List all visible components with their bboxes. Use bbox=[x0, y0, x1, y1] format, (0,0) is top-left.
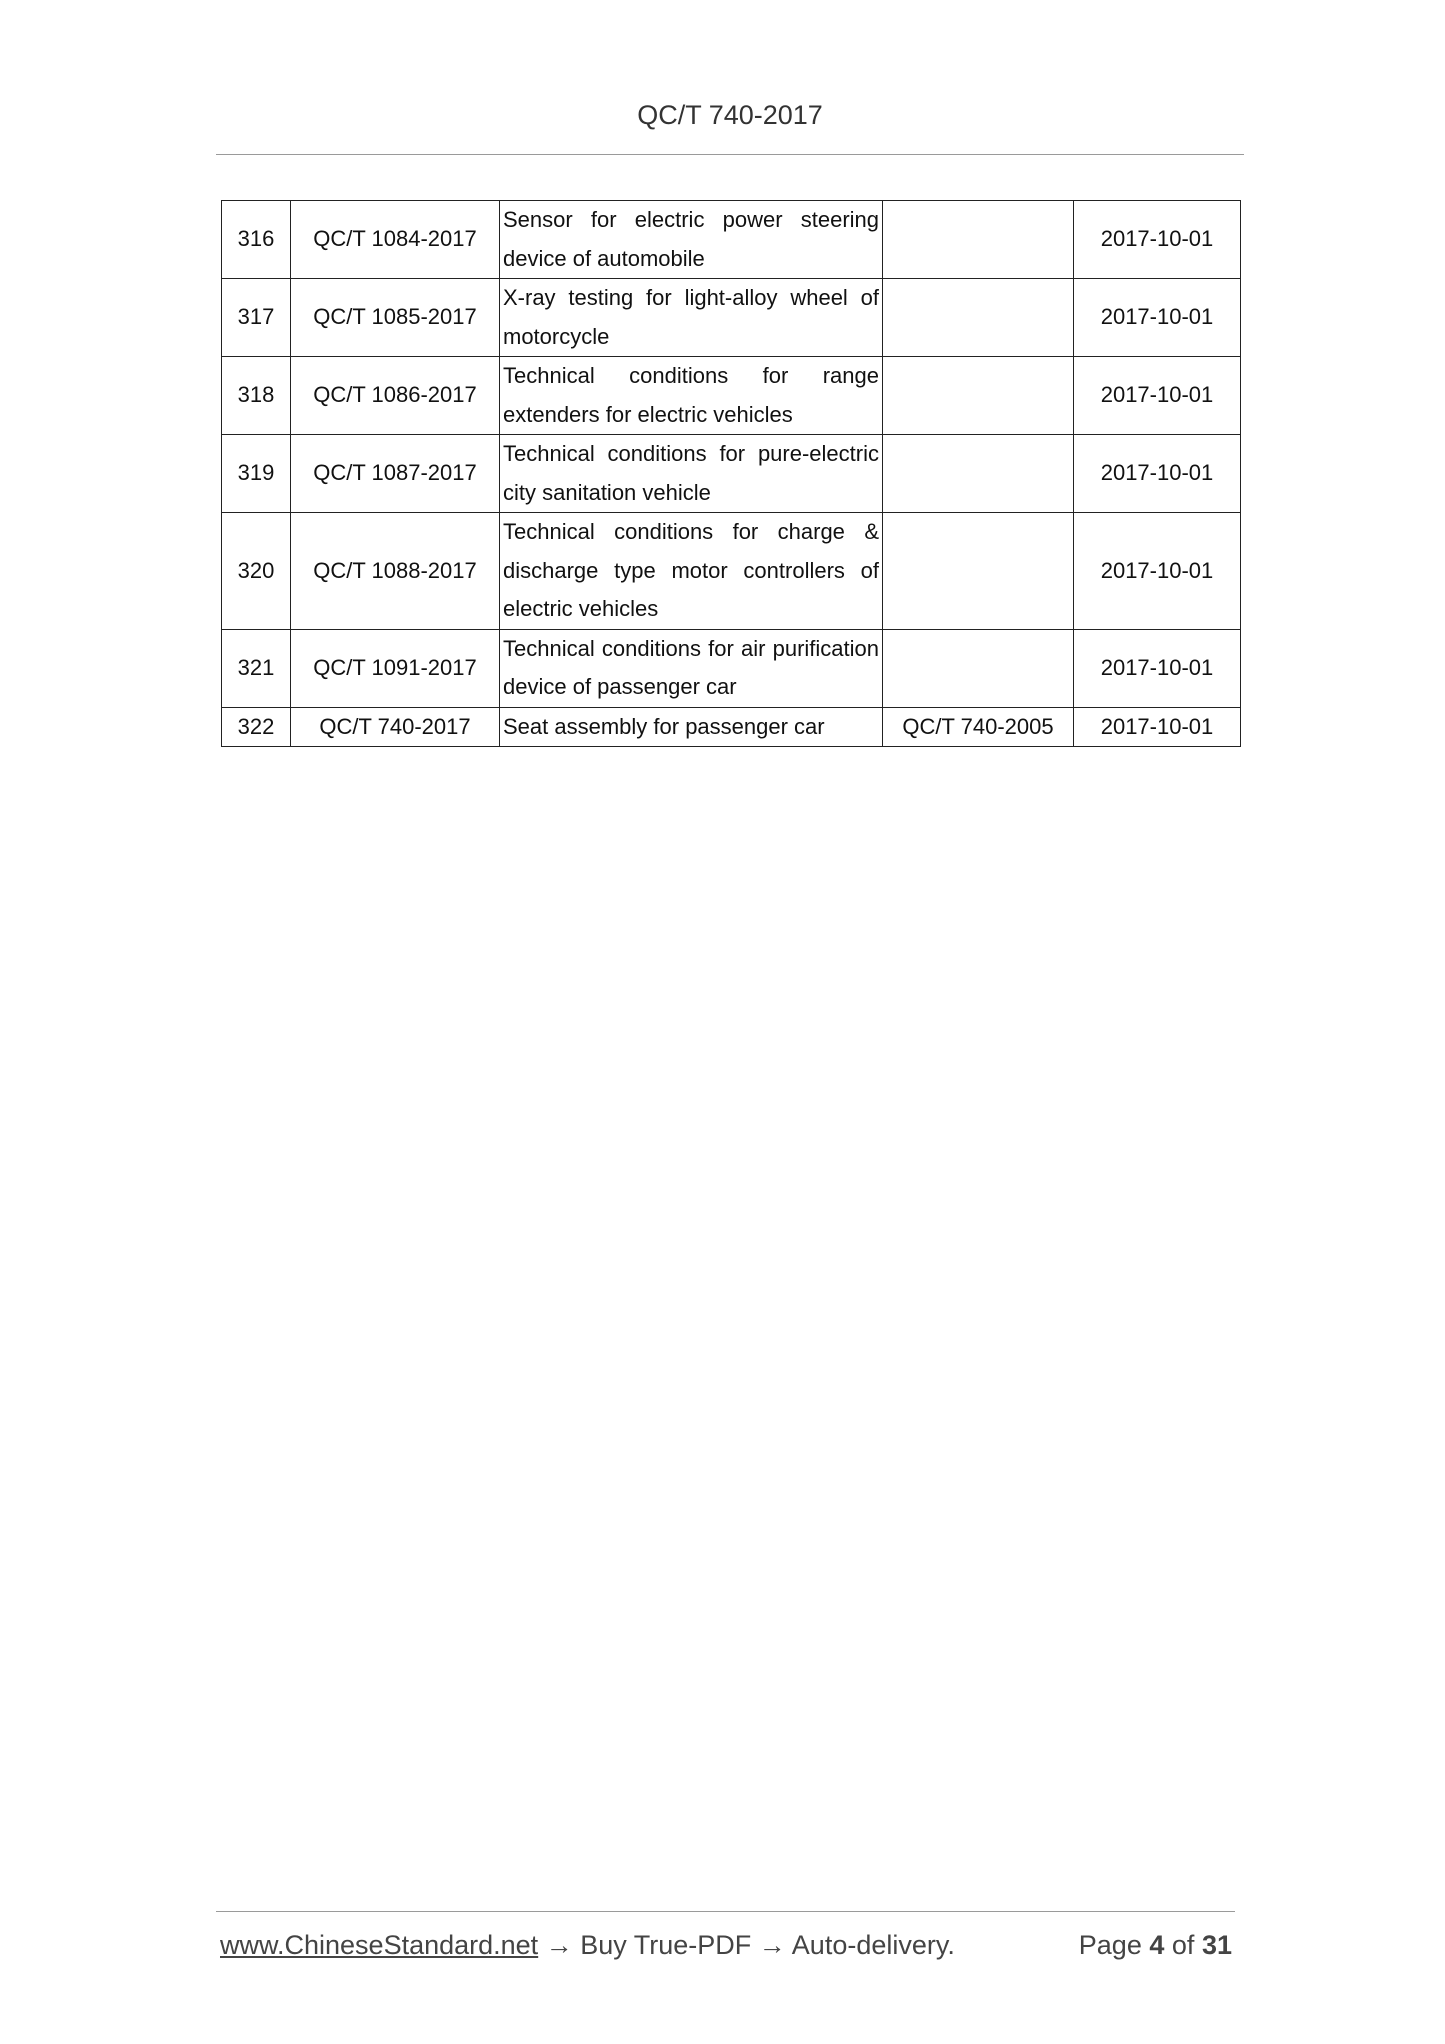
row-number: 322 bbox=[222, 707, 291, 747]
implementation-date: 2017-10-01 bbox=[1074, 279, 1241, 357]
standard-title: Sensor for electric power steering device of automobile bbox=[500, 201, 883, 279]
standard-code: QC/T 1088-2017 bbox=[291, 513, 500, 630]
replaced-standard bbox=[883, 279, 1074, 357]
table-row bbox=[222, 357, 1241, 435]
row-number: 318 bbox=[222, 357, 291, 435]
standard-code: QC/T 1084-2017 bbox=[291, 201, 500, 279]
of-label: of bbox=[1171, 1930, 1195, 1960]
replaced-standard: QC/T 740-2005 bbox=[883, 707, 1074, 747]
header-divider bbox=[216, 154, 1244, 155]
arrow-right-icon: → bbox=[545, 1930, 573, 1960]
row-number: 320 bbox=[222, 513, 291, 630]
standard-title: Seat assembly for passenger car bbox=[500, 707, 883, 747]
page-total: 31 bbox=[1201, 1930, 1232, 1960]
implementation-date: 2017-10-01 bbox=[1074, 513, 1241, 630]
row-number: 321 bbox=[222, 629, 291, 707]
standard-code: QC/T 1085-2017 bbox=[291, 279, 500, 357]
standards-table bbox=[221, 200, 1241, 747]
page-indicator bbox=[1079, 1930, 1232, 1961]
page-label: Page bbox=[1078, 1930, 1142, 1960]
implementation-date: 2017-10-01 bbox=[1074, 201, 1241, 279]
buy-text: Buy True-PDF bbox=[580, 1930, 752, 1960]
delivery-text: Auto-delivery. bbox=[791, 1930, 955, 1960]
table-row bbox=[222, 629, 1241, 707]
running-header: QC/T 740-2017 bbox=[637, 100, 823, 130]
standard-title: Technical conditions for air purification device of passenger car bbox=[500, 629, 883, 707]
row-number: 319 bbox=[222, 435, 291, 513]
footer-divider bbox=[216, 1911, 1235, 1912]
standard-title: Technical conditions for charge & discharge type motor controllers of electric vehicles bbox=[500, 513, 883, 630]
standard-code: QC/T 740-2017 bbox=[291, 707, 500, 747]
implementation-date: 2017-10-01 bbox=[1074, 357, 1241, 435]
implementation-date: 2017-10-01 bbox=[1074, 435, 1241, 513]
replaced-standard bbox=[883, 357, 1074, 435]
replaced-standard bbox=[883, 629, 1074, 707]
table-row bbox=[222, 707, 1241, 747]
standard-title: X-ray testing for light-alloy wheel of motorcycle bbox=[500, 279, 883, 357]
standard-code: QC/T 1091-2017 bbox=[291, 629, 500, 707]
standard-title: Technical conditions for pure-electric city sanitation vehicle bbox=[500, 435, 883, 513]
implementation-date: 2017-10-01 bbox=[1074, 707, 1241, 747]
replaced-standard bbox=[883, 201, 1074, 279]
site-link[interactable]: www.ChineseStandard.net bbox=[220, 1930, 539, 1960]
table-row bbox=[222, 279, 1241, 357]
table-row bbox=[222, 435, 1241, 513]
table-row bbox=[222, 513, 1241, 630]
row-number: 316 bbox=[222, 201, 291, 279]
replaced-standard bbox=[883, 435, 1074, 513]
table-row bbox=[222, 201, 1241, 279]
arrow-right-icon: → bbox=[758, 1930, 786, 1960]
standard-code: QC/T 1087-2017 bbox=[291, 435, 500, 513]
standard-code: QC/T 1086-2017 bbox=[291, 357, 500, 435]
row-number: 317 bbox=[222, 279, 291, 357]
page-number: 4 bbox=[1149, 1930, 1165, 1960]
footer-promo bbox=[220, 1930, 955, 1961]
standard-title: Technical conditions for range extenders for electric vehicles bbox=[500, 357, 883, 435]
replaced-standard bbox=[883, 513, 1074, 630]
implementation-date: 2017-10-01 bbox=[1074, 629, 1241, 707]
